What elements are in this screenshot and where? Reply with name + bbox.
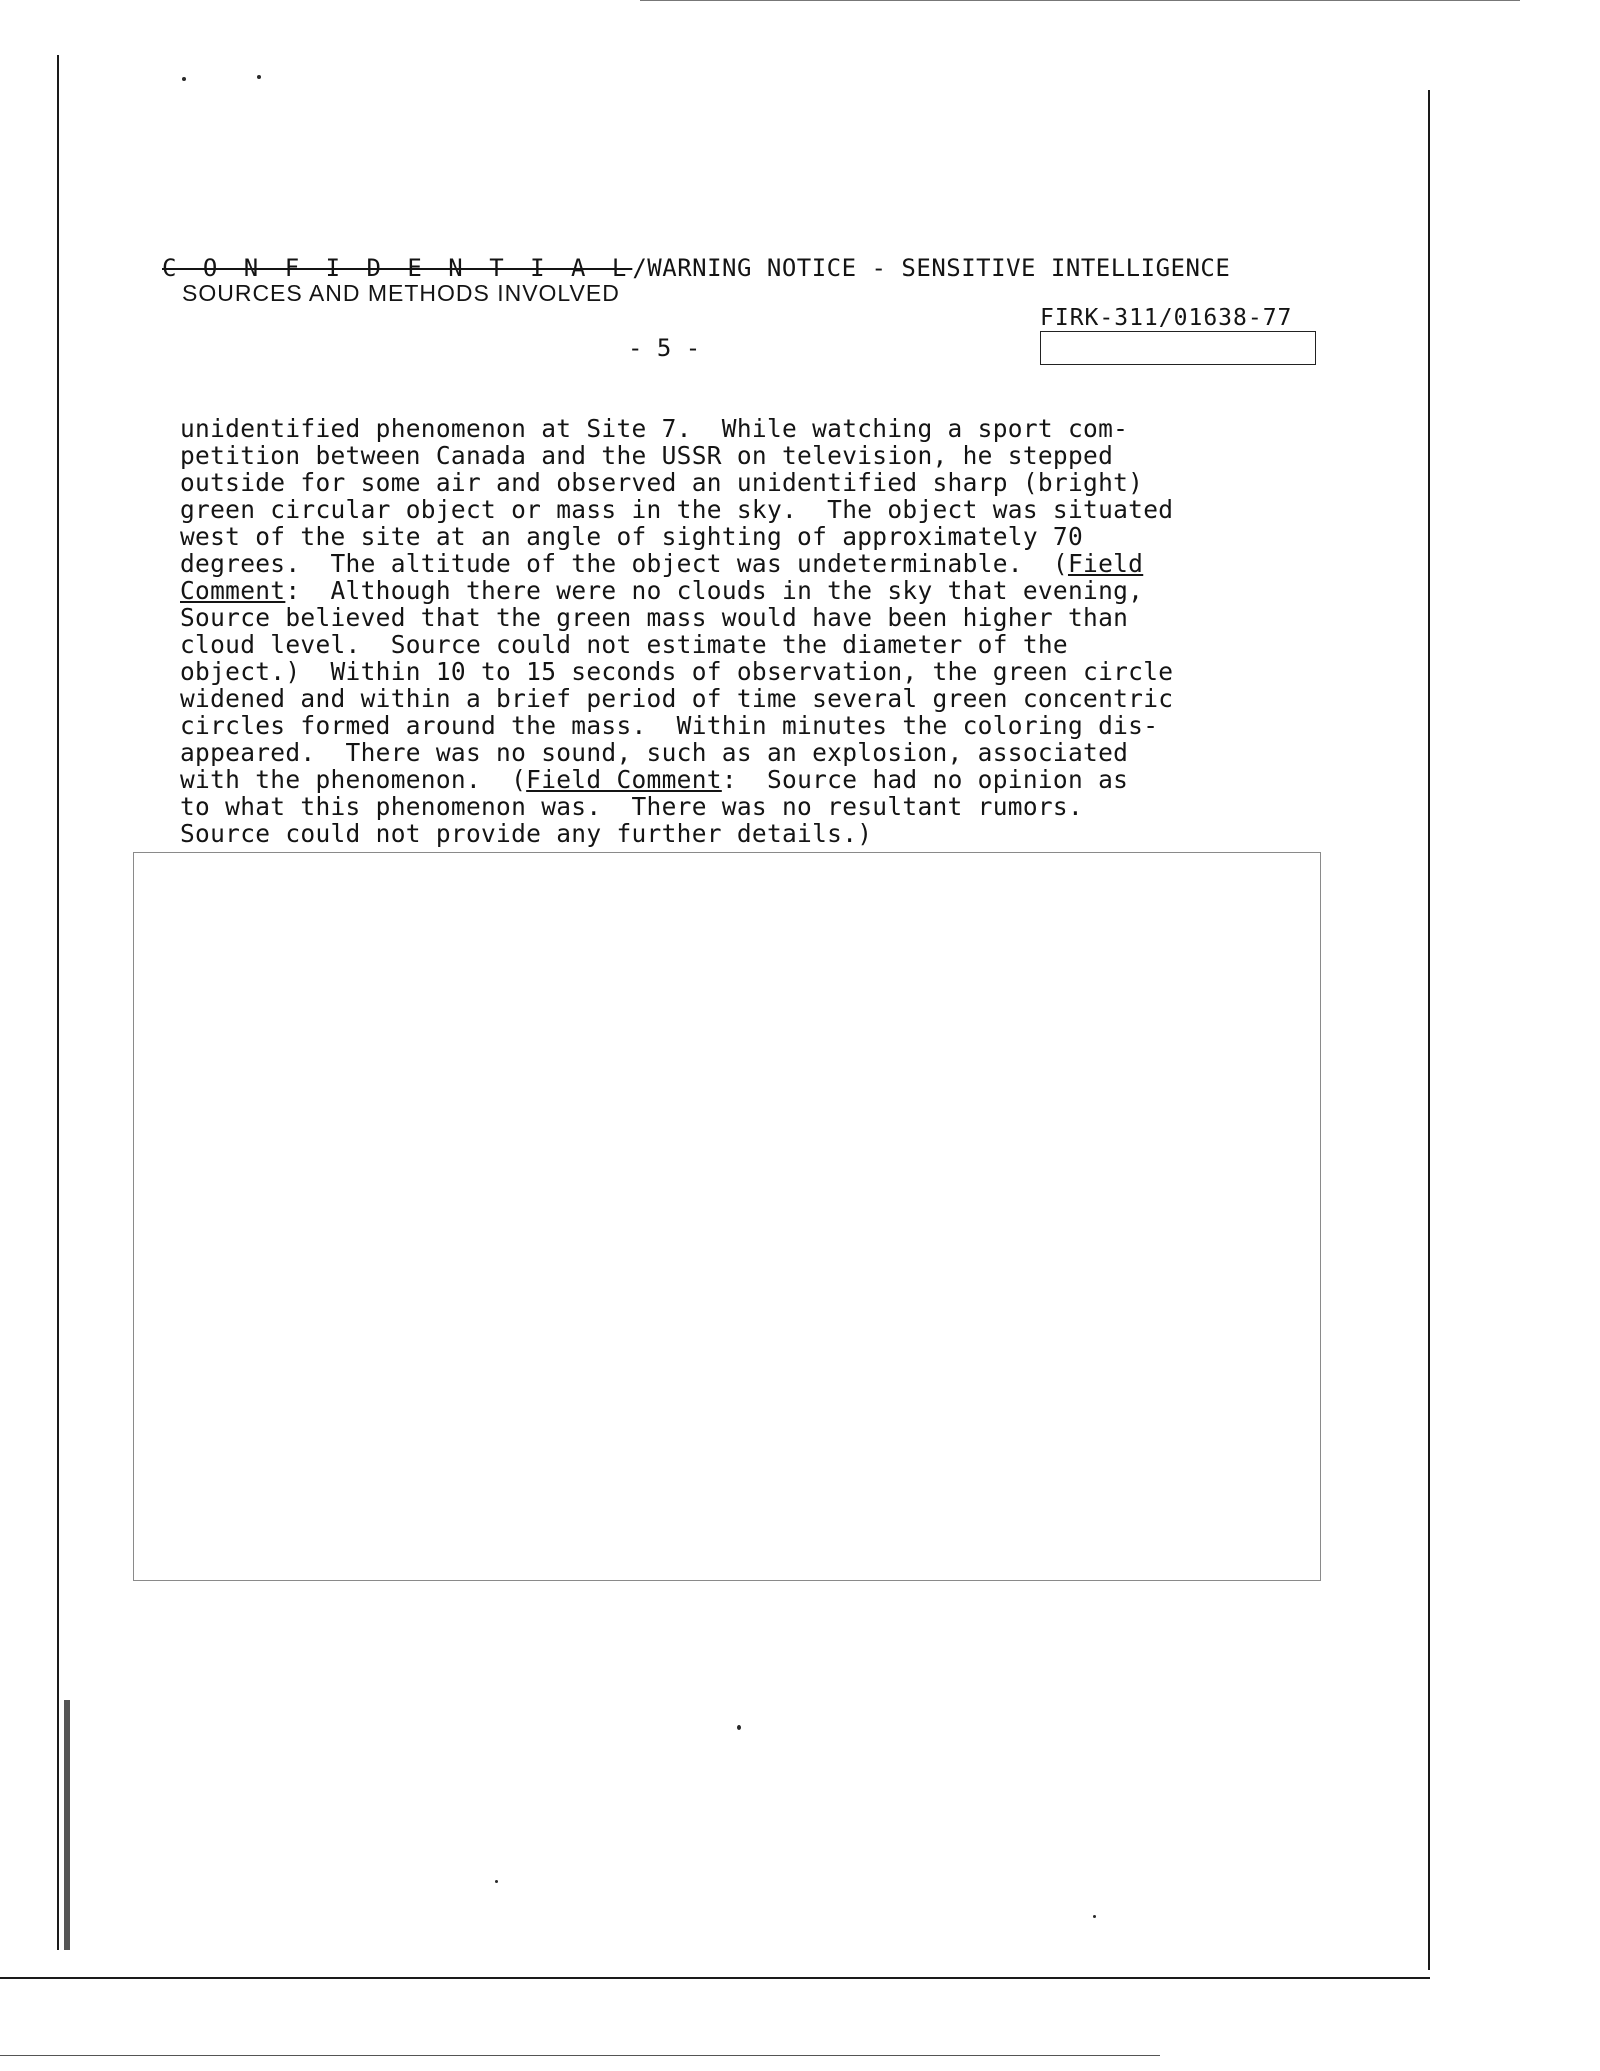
sources-methods-notice: SOURCES AND METHODS INVOLVED xyxy=(182,280,620,306)
document-number-box xyxy=(1040,331,1316,365)
scan-left-edge xyxy=(57,55,59,1950)
scan-speck xyxy=(182,77,186,81)
redaction-box xyxy=(133,852,1321,1581)
page-number: - 5 - xyxy=(628,334,701,362)
body-line: to what this phenomenon was. There was no resultant rumors. xyxy=(180,792,1084,821)
body-line: : Source had no opinion as xyxy=(721,765,1129,794)
warning-notice: /WARNING NOTICE - SENSITIVE INTELLIGENCE xyxy=(632,254,1231,282)
scan-bottom-edge xyxy=(0,1977,1430,1979)
classification-struck: C O N F I D E N T I A L xyxy=(162,254,633,282)
report-body xyxy=(180,415,1330,847)
field-comment-label: Field xyxy=(1067,549,1144,578)
body-line: unidentified phenomenon at Site 7. While watching a sport com- xyxy=(180,414,1129,443)
body-line: widened and within a brief period of time several green concentric xyxy=(180,684,1174,713)
scan-speck xyxy=(495,1880,498,1883)
body-line: circles formed around the mass. Within minutes the coloring dis- xyxy=(180,711,1159,740)
body-line: Source could not provide any further details.) xyxy=(180,819,873,848)
body-line: cloud level. Source could not estimate the diameter of the xyxy=(180,630,1068,659)
body-line: with the phenomenon. ( xyxy=(180,765,527,794)
body-line: west of the site at an angle of sighting of approximately 70 xyxy=(180,522,1084,551)
body-line: appeared. There was no sound, such as an explosion, associated xyxy=(180,738,1129,767)
body-line: : Although there were no clouds in the sky that evening, xyxy=(285,576,1144,605)
document-number: FIRK-311/01638-77 xyxy=(1040,305,1293,331)
body-line: object.) Within 10 to 15 seconds of observation, the green circle xyxy=(180,657,1174,686)
scan-right-edge xyxy=(1428,90,1430,1970)
field-comment-label: Field Comment xyxy=(526,765,722,794)
body-line: petition between Canada and the USSR on television, he stepped xyxy=(180,441,1114,470)
body-line: green circular object or mass in the sky. The object was situated xyxy=(180,495,1174,524)
scan-bottom-edge-2 xyxy=(0,2055,1160,2056)
scan-speck xyxy=(1093,1915,1096,1918)
scan-left-noise xyxy=(64,1700,70,1950)
classification-header xyxy=(162,254,1230,282)
body-line: Source believed that the green mass would have been higher than xyxy=(180,603,1129,632)
field-comment-label: Comment xyxy=(180,576,286,605)
scan-speck xyxy=(257,75,261,79)
scan-top-edge xyxy=(640,0,1520,1)
body-line: outside for some air and observed an unidentified sharp (bright) xyxy=(180,468,1144,497)
scan-speck xyxy=(737,1725,741,1730)
body-line: degrees. The altitude of the object was undeterminable. ( xyxy=(180,549,1068,578)
